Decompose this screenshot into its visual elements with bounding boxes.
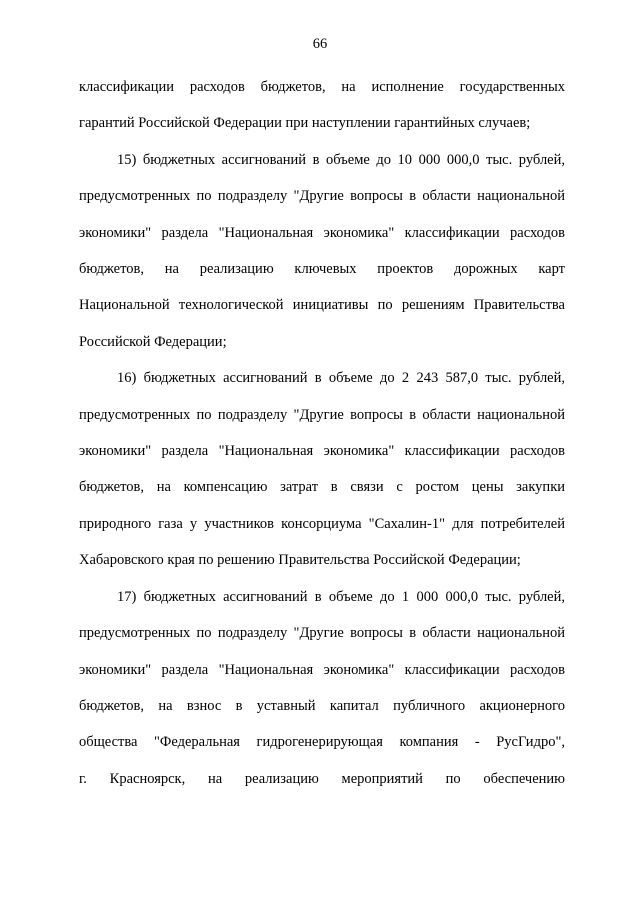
text-line: природного газа у участников консорциума "Сахалин-1" для потребителей	[79, 515, 565, 532]
text-line: предусмотренных по подразделу "Другие вопросы в области национальной	[79, 625, 565, 642]
text-line: г. Красноярск, на реализацию мероприятий по обеспечению	[79, 770, 565, 787]
text-line: экономики" раздела "Национальная экономика" классификации расходов	[79, 224, 565, 241]
document-body	[79, 69, 565, 797]
text-line: Российской Федерации;	[79, 333, 227, 350]
text-line: Хабаровского края по решению Правительства Российской Федерации;	[79, 552, 521, 569]
text-line: бюджетов, на взнос в уставный капитал публичного акционерного	[79, 697, 565, 714]
text-line: экономики" раздела "Национальная экономика" классификации расходов	[79, 661, 565, 678]
text-line: бюджетов, на реализацию ключевых проектов дорожных карт	[79, 261, 565, 278]
text-line: предусмотренных по подразделу "Другие вопросы в области национальной	[79, 406, 565, 423]
text-line: классификации расходов бюджетов, на исполнение государственных	[79, 79, 565, 95]
text-line: общества "Федеральная гидрогенерирующая компания - РусГидро",	[79, 734, 565, 751]
text-line: предусмотренных по подразделу "Другие вопросы в области национальной	[79, 188, 565, 205]
text-line: бюджетов, на компенсацию затрат в связи с ростом цены закупки	[79, 479, 565, 496]
text-line: экономики" раздела "Национальная экономика" классификации расходов	[79, 443, 565, 460]
text-line: Национальной технологической инициативы по решениям Правительства	[79, 297, 565, 314]
paragraph-16-start: 16) бюджетных ассигнований в объеме до 2 243 587,0 тыс. рублей,	[117, 370, 565, 387]
page-number: 66	[312, 36, 328, 52]
text-line: гарантий Российской Федерации при наступлении гарантийных случаев;	[79, 115, 531, 132]
paragraph-15-start: 15) бюджетных ассигнований в объеме до 10 000 000,0 тыс. рублей,	[117, 151, 565, 168]
paragraph-17-start: 17) бюджетных ассигнований в объеме до 1 000 000,0 тыс. рублей,	[117, 588, 565, 605]
